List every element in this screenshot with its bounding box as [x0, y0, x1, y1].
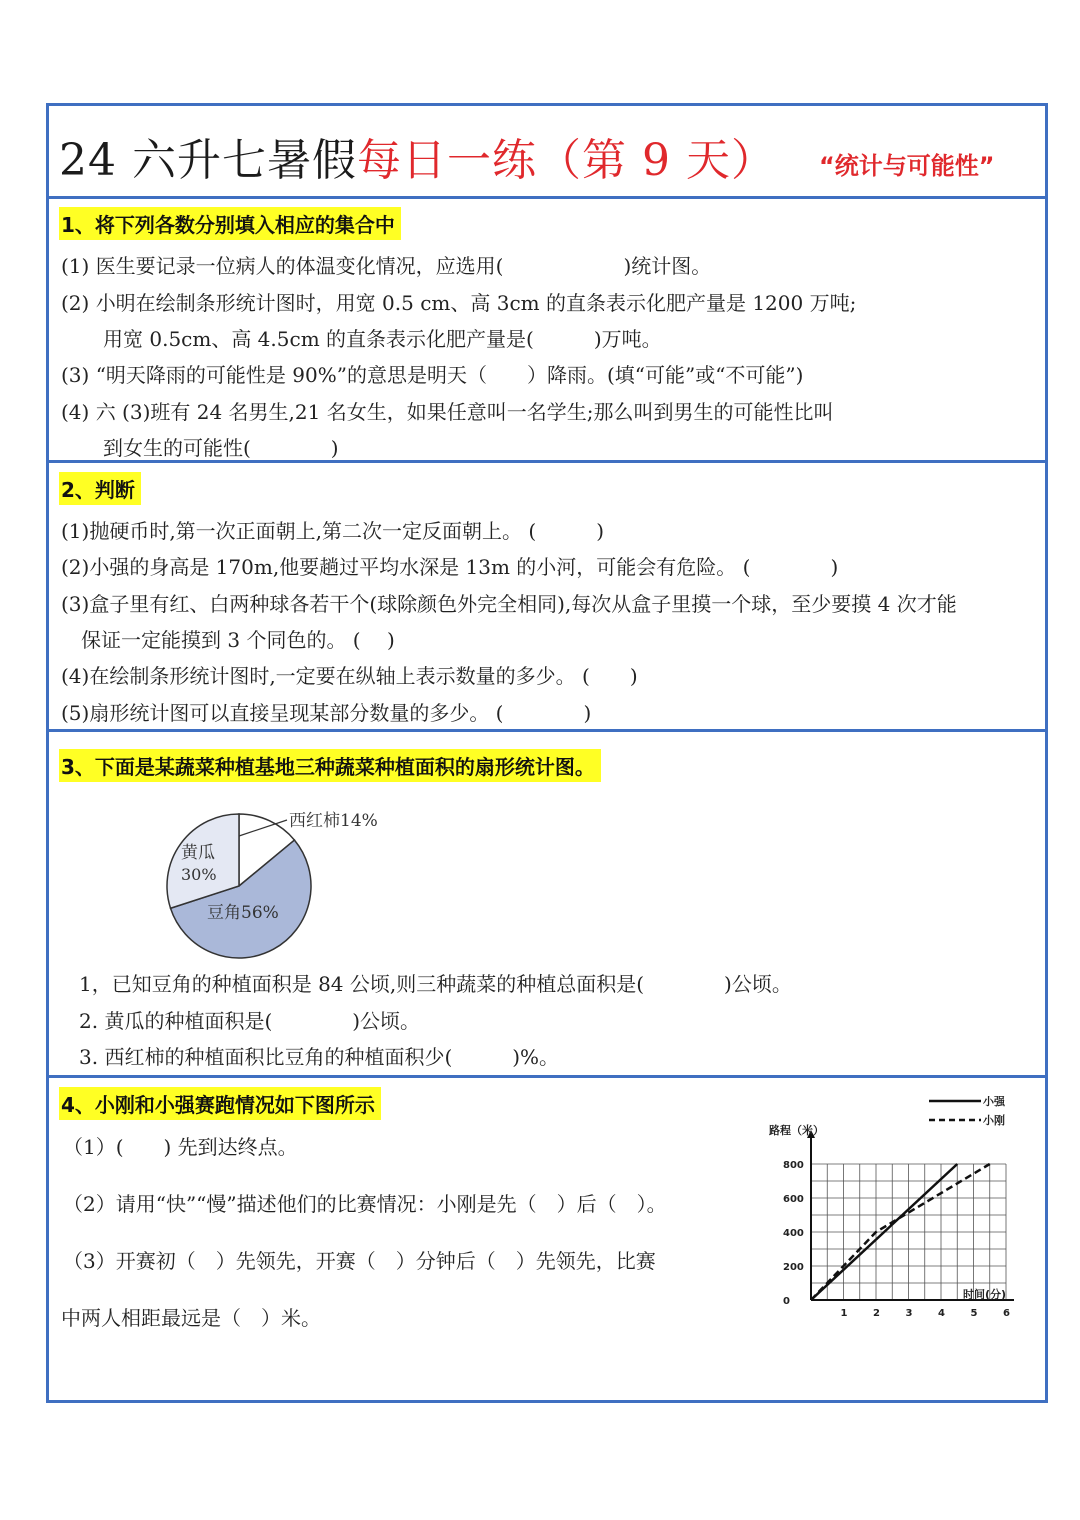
s4-line-4: 中两人相距最远是（ ）米。: [61, 1306, 321, 1330]
s1-line-2: (2) 小明在绘制条形统计图时，用宽 0.5 cm、高 3cm 的直条表示化肥产量是 1200 万吨;: [61, 291, 857, 315]
s2-line-1: (1)抛硬币时,第一次正面朝上,第二次一定反面朝上。 ( ): [61, 519, 605, 543]
s3-line-3: 3. 西红柿的种植面积比豆角的种植面积少( )%。: [79, 1045, 560, 1069]
s2-line-5: (4)在绘制条形统计图时,一定要在纵轴上表示数量的多少。 ( ): [61, 664, 638, 688]
chart-grid: [811, 1164, 1006, 1300]
section3-heading: 3、下面是某蔬菜种植基地三种蔬菜种植面积的扇形统计图。: [59, 749, 601, 782]
pie-chart: [129, 796, 409, 966]
s3-line-1: 1，已知豆角的种植面积是 84 公顷,则三种蔬菜的种植总面积是( )公顷。: [79, 972, 792, 996]
section3-divider: [49, 729, 1045, 732]
s1-line-3: 用宽 0.5cm、高 4.5cm 的直条表示化肥产量是( )万吨。: [103, 327, 662, 351]
y-tick-label: 600: [783, 1194, 804, 1205]
x-tick-label: 1: [840, 1308, 848, 1319]
y-tick-label: 200: [783, 1262, 804, 1273]
y-tick-label: 400: [783, 1228, 804, 1239]
s2-line-2: (2)小强的身高是 170m,他要趟过平均水深是 13m 的小河，可能会有危险。 ( ): [61, 555, 839, 579]
x-tick-label: 2: [873, 1308, 880, 1319]
y-axis-label: 路程（米）: [769, 1124, 824, 1137]
s1-line-4: (3) “明天降雨的可能性是 90%”的意思是明天（ ）降雨。(填“可能”或“不可能”): [61, 363, 804, 387]
title-black: 24 六升七暑假: [59, 135, 357, 186]
x-tick-label: 6: [1003, 1308, 1010, 1319]
s4-line-2: （2）请用“快”“慢”描述他们的比赛情况：小刚是先（ ）后（ ）。: [63, 1192, 667, 1216]
page-subtitle: “统计与可能性”: [819, 152, 995, 180]
worksheet-frame: [46, 103, 1048, 1403]
pie-label-cucumber-pct: 30%: [181, 865, 217, 884]
legend-label-xiaoqiang: 小强: [983, 1096, 1005, 1108]
title-red: 每日一练（第 9 天）: [356, 135, 776, 186]
s2-line-3: (3)盒子里有红、白两种球各若干个(球除颜色外完全相同),每次从盒子里摸一个球，至少要摸 4 次才能: [61, 592, 957, 616]
pie-chart-svg: [129, 796, 409, 966]
s1-line-6: 到女生的可能性( ): [103, 436, 339, 460]
pie-label-tomato: 西红柿14%: [289, 811, 378, 831]
section4-divider: [49, 1075, 1045, 1078]
y-tick-label: 0: [783, 1296, 790, 1307]
pie-label-bean: 豆角56%: [207, 903, 279, 923]
s3-line-2: 2. 黄瓜的种植面积是( )公顷。: [79, 1009, 421, 1033]
y-tick-label: 800: [783, 1160, 804, 1171]
section1-heading: 1、将下列各数分别填入相应的集合中: [59, 207, 401, 240]
section1-divider: [49, 196, 1045, 199]
section2-heading: 2、判断: [59, 472, 141, 505]
section2-divider: [49, 460, 1045, 463]
legend-label-xiaogang: 小刚: [983, 1114, 1005, 1127]
s2-line-4: 保证一定能摸到 3 个同色的。 ( ): [81, 628, 395, 652]
x-tick-label: 5: [970, 1308, 978, 1319]
s2-line-6: (5)扇形统计图可以直接呈现某部分数量的多少。 ( ): [61, 701, 592, 725]
section4-heading: 4、小刚和小强赛跑情况如下图所示: [59, 1087, 381, 1120]
s1-line-1: (1) 医生要记录一位病人的体温变化情况，应选用( )统计图。: [61, 254, 712, 278]
x-axis-label: 时间(分): [963, 1288, 1007, 1301]
page-title: [59, 124, 776, 188]
s4-line-1: （1）( ) 先到达终点。: [63, 1135, 298, 1159]
s4-line-3: （3）开赛初（ ）先领先，开赛（ ）分钟后（ ）先领先，比赛: [63, 1249, 656, 1273]
x-tick-label: 3: [905, 1308, 913, 1319]
race-chart-svg: [719, 1096, 1019, 1326]
s1-line-5: (4) 六 (3)班有 24 名男生,21 名女生，如果任意叫一名学生;那么叫到男生的可能性比叫: [61, 400, 834, 424]
pie-label-cucumber-name: 黄瓜: [181, 843, 215, 863]
race-line-chart: [719, 1096, 1019, 1326]
x-tick-label: 4: [938, 1308, 945, 1319]
